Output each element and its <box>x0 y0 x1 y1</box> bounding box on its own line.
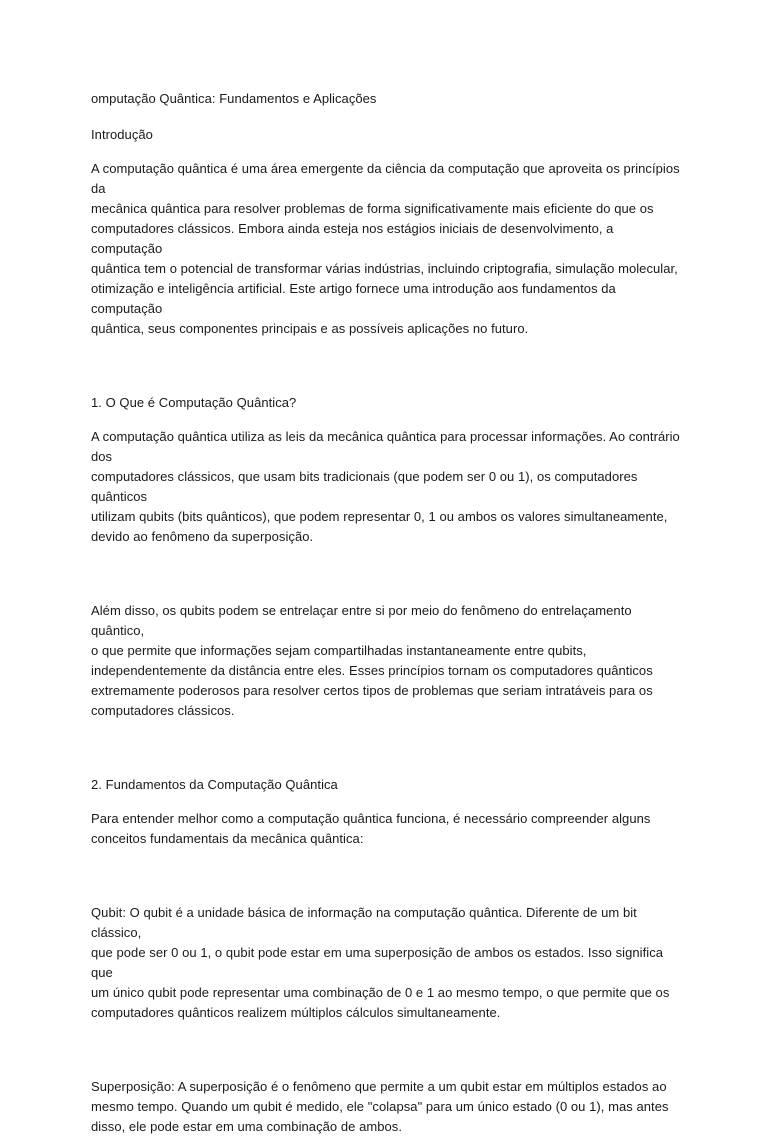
intro-line: A computação quântica é uma área emergente da ciência da computação que aproveita os princípios da <box>91 161 680 196</box>
section2-intro-line: conceitos fundamentais da mecânica quântica: <box>91 831 364 846</box>
qubit-line: um único qubit pode representar uma combinação de 0 e 1 ao mesmo tempo, o que permite que os <box>91 985 670 1000</box>
document-page <box>91 89 681 1137</box>
superposition-paragraph <box>91 1077 681 1137</box>
section1-p2-line: Além disso, os qubits podem se entrelaçar entre si por meio do fenômeno do entrelaçamento quântico, <box>91 603 632 638</box>
section2-heading-text: 2. Fundamentos da Computação Quântica <box>91 777 338 792</box>
section1-heading-text: 1. O Que é Computação Quântica? <box>91 395 297 410</box>
section1-p1-line: computadores clássicos, que usam bits tradicionais (que podem ser 0 ou 1), os computadores quânticos <box>91 469 638 504</box>
superposition-line: disso, ele pode estar em uma combinação de ambos. <box>91 1119 403 1134</box>
qubit-line: Qubit: O qubit é a unidade básica de informação na computação quântica. Diferente de um bit clássico, <box>91 905 637 940</box>
intro-line: quântica tem o potencial de transformar várias indústrias, incluindo criptografia, simulação molecular, <box>91 261 678 276</box>
section1-p2-line: o que permite que informações sejam compartilhadas instantaneamente entre qubits, <box>91 643 587 658</box>
section1-heading <box>91 393 681 413</box>
qubit-line: computadores quânticos realizem múltiplos cálculos simultaneamente. <box>91 1005 501 1020</box>
section1-p1-line: devido ao fenômeno da superposição. <box>91 529 314 544</box>
section1-p1-line: A computação quântica utiliza as leis da mecânica quântica para processar informações. Ao contrário dos <box>91 429 680 464</box>
intro-line: computadores clássicos. Embora ainda esteja nos estágios iniciais de desenvolvimento, a computação <box>91 221 614 256</box>
document-title-text: omputação Quântica: Fundamentos e Aplicações <box>91 91 377 106</box>
qubit-paragraph <box>91 903 681 1023</box>
superposition-line: mesmo tempo. Quando um qubit é medido, ele "colapsa" para um único estado (0 ou 1), mas antes <box>91 1099 669 1114</box>
intro-line: otimização e inteligência artificial. Este artigo fornece uma introdução aos fundamentos da computação <box>91 281 616 316</box>
section1-p2-line: extremamente poderosos para resolver certos tipos de problemas que seriam intratáveis para os <box>91 683 653 698</box>
qubit-line: que pode ser 0 ou 1, o qubit pode estar em uma superposição de ambos os estados. Isso significa que <box>91 945 664 980</box>
intro-heading-text: Introdução <box>91 127 153 142</box>
intro-heading <box>91 125 681 145</box>
intro-line: quântica, seus componentes principais e as possíveis aplicações no futuro. <box>91 321 529 336</box>
section2-heading <box>91 775 681 795</box>
section1-paragraph-2 <box>91 601 681 721</box>
section1-paragraph-1 <box>91 427 681 547</box>
section2-intro-line: Para entender melhor como a computação quântica funciona, é necessário compreender alguns <box>91 811 651 826</box>
intro-paragraph <box>91 159 681 339</box>
section1-p1-line: utilizam qubits (bits quânticos), que podem representar 0, 1 ou ambos os valores simultaneamente, <box>91 509 668 524</box>
section1-p2-line: computadores clássicos. <box>91 703 235 718</box>
section2-intro-paragraph <box>91 809 681 849</box>
intro-line: mecânica quântica para resolver problemas de forma significativamente mais eficiente do que os <box>91 201 654 216</box>
document-title <box>91 89 681 109</box>
section1-p2-line: independentemente da distância entre eles. Esses princípios tornam os computadores quânticos <box>91 663 653 678</box>
superposition-line: Superposição: A superposição é o fenômeno que permite a um qubit estar em múltiplos estados ao <box>91 1079 667 1094</box>
